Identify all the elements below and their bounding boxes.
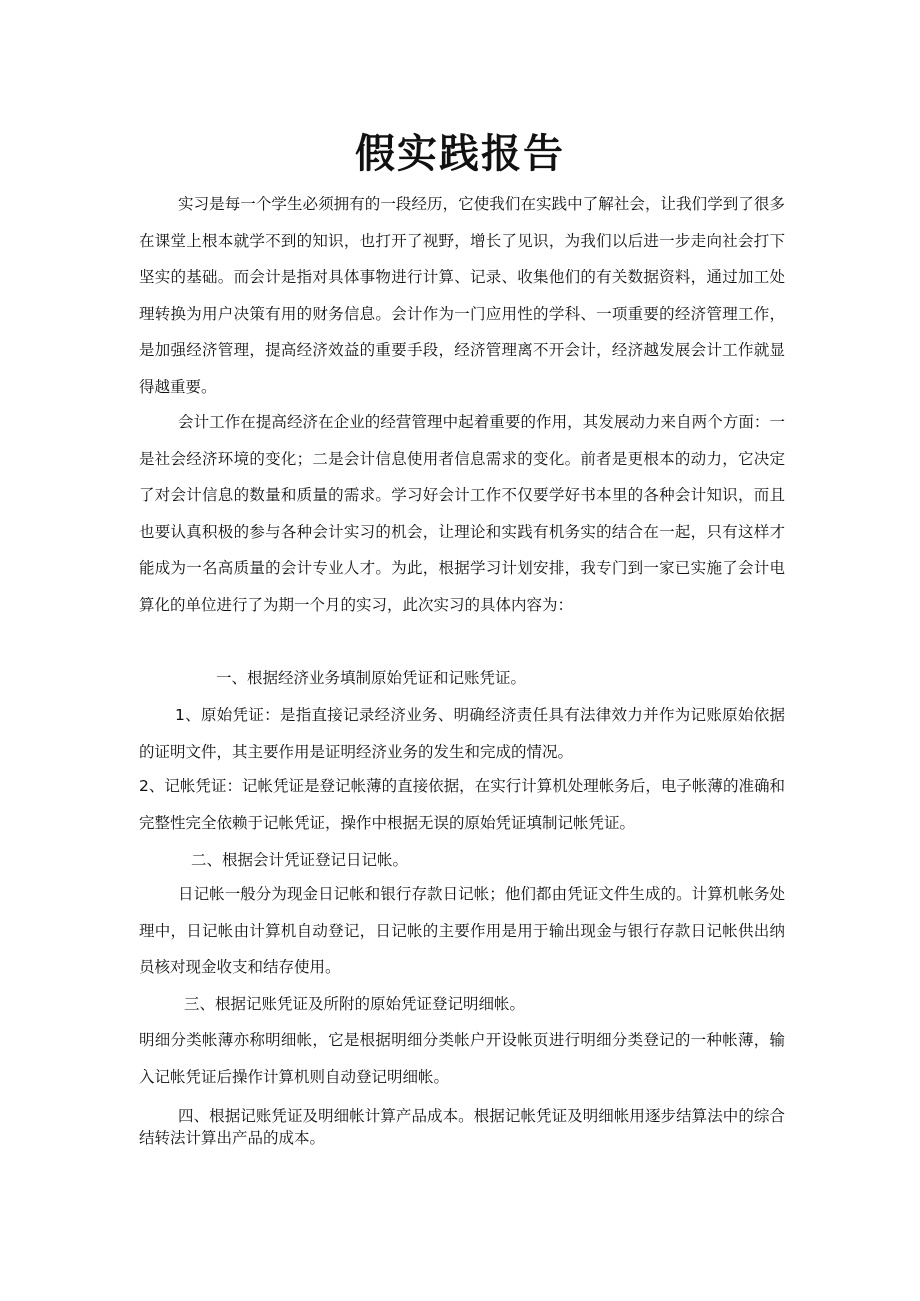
- document-title: 假实践报告: [355, 130, 565, 177]
- section-1-item-2: 2、记帐凭证：记帐凭证是登记帐薄的直接依据，在实行计算机处理帐务后，电子帐薄的准确和完整性完全依赖于记帐凭证，操作中根据无误的原始凭证填制记帐凭证。: [139, 777, 785, 832]
- section-4-body: 四、根据记账凭证及明细帐计算产品成本。根据记帐凭证及明细帐用逐步结算法中的综合结转法计算出产品的成本。: [139, 1107, 785, 1147]
- section-3-heading: 三、根据记账凭证及所附的原始凭证登记明细帐。: [184, 995, 526, 1013]
- section-3-body: 明细分类帐薄亦称明细帐，它是根据明细分类帐户开设帐页进行明细分类登记的一种帐薄，输入记帐凭证后操作计算机则自动登记明细帐。: [139, 1031, 785, 1086]
- motivation-paragraph: 会计工作在提高经济在企业的经营管理中起着重要的作用，其发展动力来自两个方面：一是社会经济环境的变化；二是会计信息使用者信息需求的变化。前者是更根本的动力，它决定了对会计信息的数量和质量的需求。学习好会计工作不仅要学好书本里的各种会计知识，而且也要认真积极的参与各种会计实习的机会，让理论和实践有机务实的结合在一起，只有这样才能成为一名高质量的会计专业人才。为此，根据学习计划安排，我专门到一家已实施了会计电算化的单位进行了为期一个月的实习，此次实习的具体内容为：: [139, 413, 785, 614]
- section-2-heading: 二、根据会计凭证登记日记帐。: [191, 851, 409, 869]
- section-1-heading: 一、根据经济业务填制原始凭证和记账凭证。: [216, 669, 527, 687]
- intro-paragraph: 实习是每一个学生必须拥有的一段经历，它使我们在实践中了解社会，让我们学到了很多在课堂上根本就学不到的知识，也打开了视野，增长了见识，为我们以后进一步走向社会打下坚实的基础。而会计是指对具体事物进行计算、记录、收集他们的有关数据资料，通过加工处理转换为用户决策有用的财务信息。会计作为一门应用性的学科、一项重要的经济管理工作，是加强经济管理，提高经济效益的重要手段，经济管理离不开会计，经济越发展会计工作就显得越重要。: [139, 195, 785, 396]
- section-1-item-1: 1、原始凭证：是指直接记录经济业务、明确经济责任具有法律效力并作为记账原始依据的证明文件，其主要作用是证明经济业务的发生和完成的情况。: [139, 706, 785, 761]
- section-2-body: 日记帐一般分为现金日记帐和银行存款日记帐；他们都由凭证文件生成的。计算机帐务处理中，日记帐由计算机自动登记，日记帐的主要作用是用于输出现金与银行存款日记帐供出纳员核对现金收支和结存使用。: [139, 885, 785, 976]
